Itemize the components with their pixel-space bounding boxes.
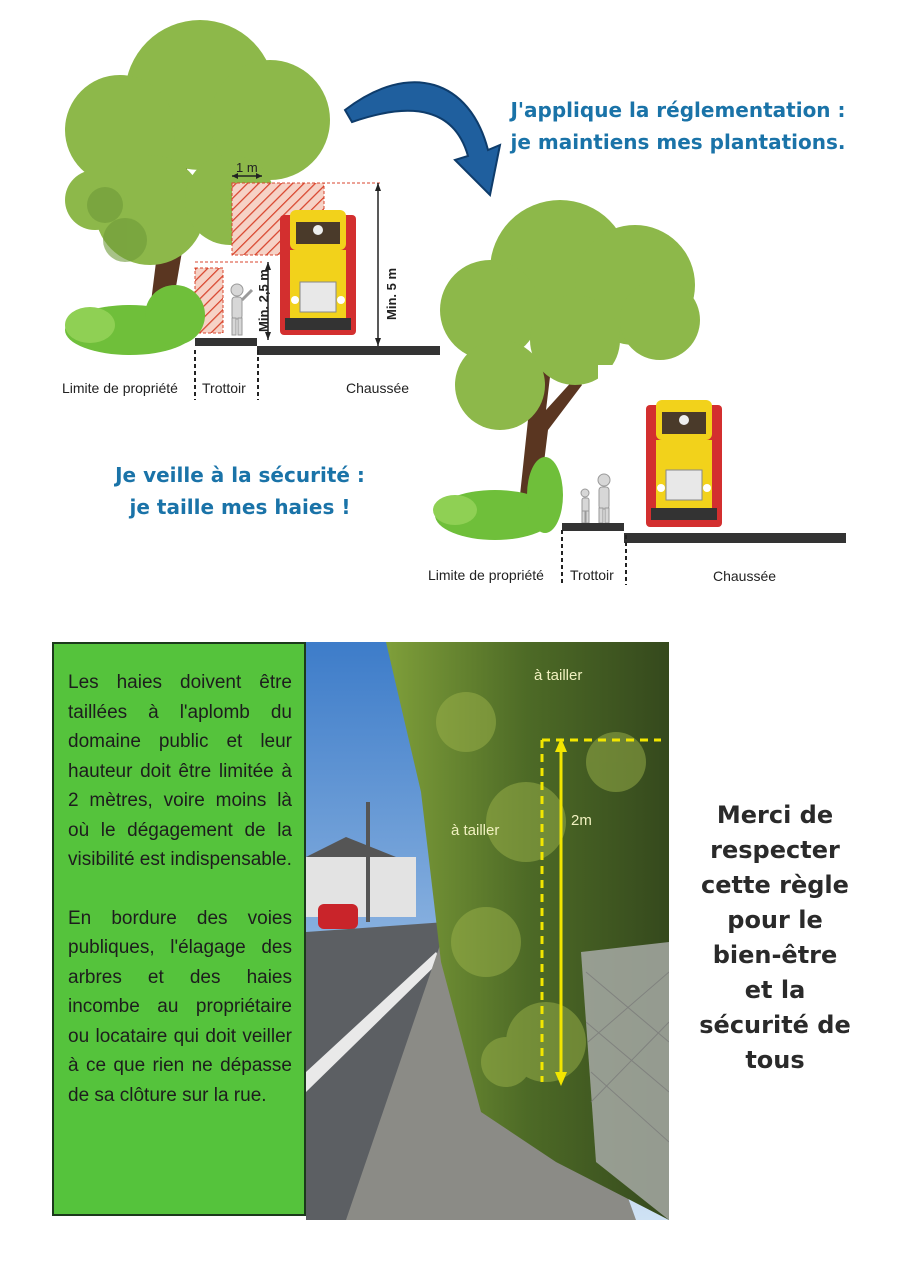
headline-regulation: J'applique la réglementation : je maintiens mes plantations. xyxy=(510,98,846,154)
sidewalk-label: Trottoir xyxy=(570,567,614,583)
truck-icon xyxy=(280,210,356,335)
truck-icon xyxy=(646,400,722,527)
info-paragraph: En bordure des voies publiques, l'élagage des arbres et des haies incombe au propriétaire ou locataire qui doit veiller à ce que rien ne dépasse de sa clôture sur la rue. xyxy=(68,907,292,1106)
prune-label-side: à tailler xyxy=(451,822,500,839)
pedestrian-figure xyxy=(231,284,252,335)
hedge xyxy=(65,285,205,355)
road-label: Chaussée xyxy=(346,380,410,396)
sidewalk-label: Trottoir xyxy=(202,380,246,396)
prune-label-top: à tailler xyxy=(534,667,583,684)
info-box xyxy=(52,642,306,1216)
min-height-large-label: Min. 5 m xyxy=(384,267,399,320)
min-height-small-label: Min. 2,5 m xyxy=(256,269,271,332)
property-limit-label: Limite de propriété xyxy=(428,567,544,583)
hedge xyxy=(433,457,563,540)
height-2m-label: 2m xyxy=(571,812,592,829)
width-label: 1 m xyxy=(236,160,258,175)
diagram-unpruned xyxy=(65,20,440,400)
info-paragraph: Les haies doivent être taillées à l'aplomb du domaine public et leur hauteur doit être limitée à 2 mètres, voire moins là où le dégagement de la visibilité est indispensable. xyxy=(68,672,292,870)
headline-safety: Je veille à la sécurité : je taille mes haies ! xyxy=(115,463,365,519)
hedge-photo-illustration xyxy=(306,642,669,1220)
hedge-photo xyxy=(306,642,669,1220)
diagram-pruned xyxy=(433,200,846,585)
property-limit-label: Limite de propriété xyxy=(62,380,178,396)
road-label: Chaussée xyxy=(713,568,777,584)
curved-arrow-icon xyxy=(345,82,500,195)
closing-message: Merci de respecter cette règle pour le bien-être et la sécurité de tous xyxy=(699,801,851,1074)
